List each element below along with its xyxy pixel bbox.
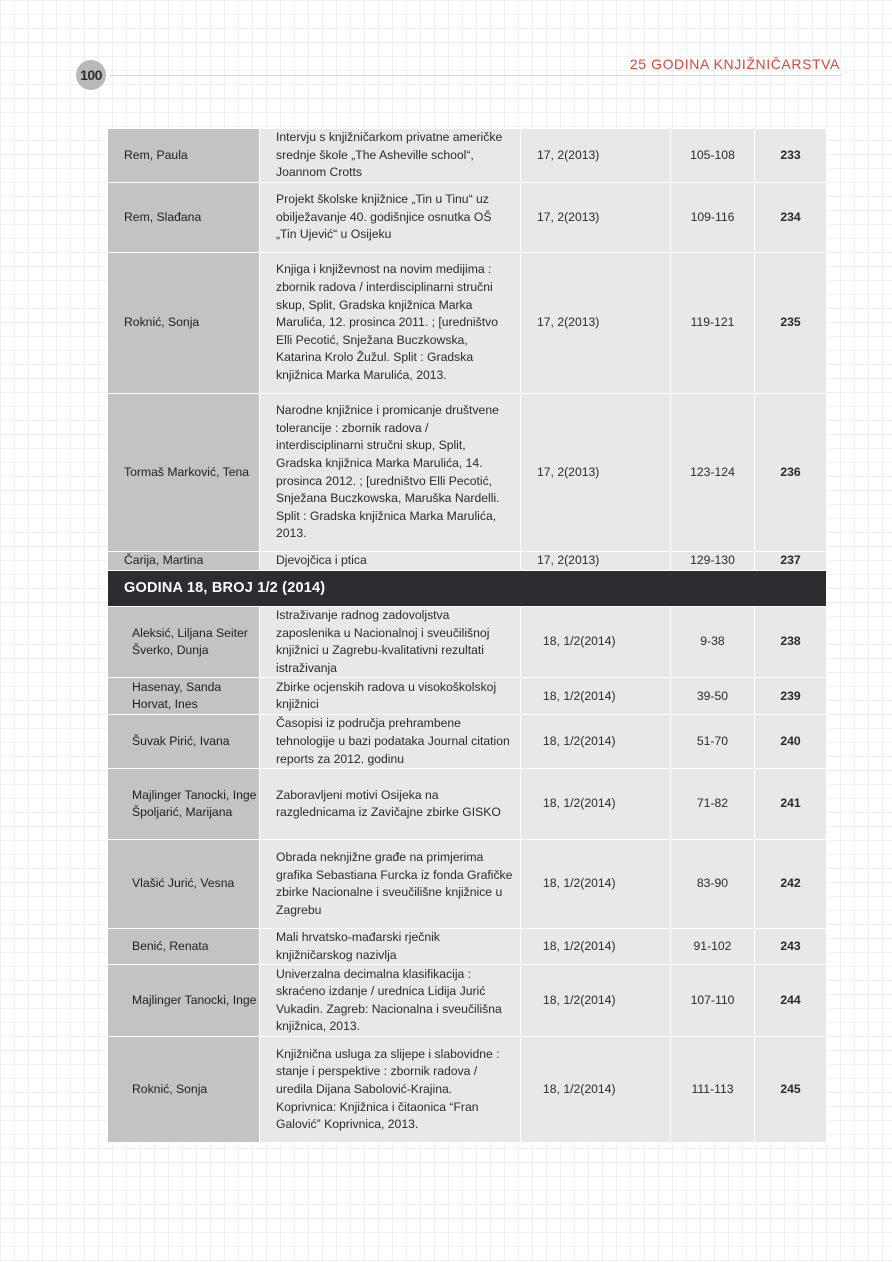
section-heading: GODINA 18, BROJ 1/2 (2014) <box>108 571 827 607</box>
title-cell: Projekt školske knjižnice „Tin u Tinu“ uz obilježavanje 40. godišnjice osnutka OŠ „Tin Ujević“ u Osijeku <box>260 183 521 253</box>
volume-cell: 18, 1/2(2014) <box>521 965 671 1037</box>
title-cell: Časopisi iz područja prehrambene tehnologije u bazi podataka Journal citation reports za 2012. godinu <box>260 715 521 769</box>
volume-cell: 17, 2(2013) <box>521 183 671 253</box>
pages-cell: 111-113 <box>671 1037 755 1143</box>
volume-cell: 18, 1/2(2014) <box>521 840 671 929</box>
volume-cell: 18, 1/2(2014) <box>521 715 671 769</box>
entry-number-cell: 242 <box>755 840 827 929</box>
table-row <box>108 965 827 1037</box>
page-number-badge: 100 <box>76 60 106 90</box>
author-cell: Majlinger Tanocki, Inge <box>108 965 260 1037</box>
pages-cell: 107-110 <box>671 965 755 1037</box>
author-cell: Majlinger Tanocki, Inge Špoljarić, Marijana <box>108 769 260 840</box>
author-cell: Roknić, Sonja <box>108 253 260 394</box>
pages-cell: 83-90 <box>671 840 755 929</box>
table-row <box>108 129 827 183</box>
title-cell: Intervju s knjižničarkom privatne američke srednje škole „The Asheville school“, Joannom Crotts <box>260 129 521 183</box>
volume-cell: 18, 1/2(2014) <box>521 929 671 965</box>
pages-cell: 105-108 <box>671 129 755 183</box>
pages-cell: 109-116 <box>671 183 755 253</box>
author-cell: Šuvak Pirić, Ivana <box>108 715 260 769</box>
table-row <box>108 183 827 253</box>
table-row <box>108 394 827 552</box>
author-cell: Aleksić, Liljana Seiter Šverko, Dunja <box>108 607 260 678</box>
author-cell: Tormaš Marković, Tena <box>108 394 260 552</box>
volume-cell: 17, 2(2013) <box>521 253 671 394</box>
volume-cell: 17, 2(2013) <box>521 129 671 183</box>
pages-cell: 123-124 <box>671 394 755 552</box>
title-cell: Obrada neknjižne građe na primjerima grafika Sebastiana Furcka iz fonda Grafičke zbirke Nacionalne i sveučilišne knjižnice u Zagrebu <box>260 840 521 929</box>
volume-cell: 17, 2(2013) <box>521 394 671 552</box>
table-row <box>108 552 827 571</box>
author-cell: Rem, Paula <box>108 129 260 183</box>
entry-number-cell: 240 <box>755 715 827 769</box>
volume-cell: 18, 1/2(2014) <box>521 1037 671 1143</box>
entry-number-cell: 234 <box>755 183 827 253</box>
table-row <box>108 607 827 678</box>
table-row <box>108 769 827 840</box>
volume-cell: 18, 1/2(2014) <box>521 769 671 840</box>
entry-number-cell: 239 <box>755 678 827 715</box>
entry-number-cell: 233 <box>755 129 827 183</box>
title-cell: Knjiga i književnost na novim medijima : zbornik radova / interdisciplinarni stručni skup, Split, Gradska knjižnica Marka Marulića, 12. prosinca 2011. ; [uredništvo Elli Pecotić, Snježana Buczkowska, Katarina Krolo Žužul. Split : Gradska knjižnica Marka Marulića, 2013. <box>260 253 521 394</box>
author-cell: Benić, Renata <box>108 929 260 965</box>
table-row <box>108 840 827 929</box>
author-cell: Čarija, Martina <box>108 552 260 571</box>
table-row <box>108 929 827 965</box>
pages-cell: 119-121 <box>671 253 755 394</box>
header-divider <box>110 75 842 76</box>
entry-number-cell: 238 <box>755 607 827 678</box>
author-cell: Roknić, Sonja <box>108 1037 260 1143</box>
table-row <box>108 1037 827 1143</box>
pages-cell: 9-38 <box>671 607 755 678</box>
pages-cell: 51-70 <box>671 715 755 769</box>
table-row <box>108 715 827 769</box>
title-cell: Istraživanje radnog zadovoljstva zaposlenika u Nacionalnoj i sveučilišnoj knjižnici u Zagrebu-kvalitativni rezultati istraživanja <box>260 607 521 678</box>
entry-number-cell: 243 <box>755 929 827 965</box>
title-cell: Univerzalna decimalna klasifikacija : skraćeno izdanje / urednica Lidija Jurić Vukadin. Zagreb: Nacionalna i sveučilišna knjižnica, 2013. <box>260 965 521 1037</box>
table-row <box>108 253 827 394</box>
running-title: 25 GODINA KNJIŽNIČARSTVA <box>629 56 840 72</box>
title-cell: Mali hrvatsko-mađarski rječnik knjižničarskog nazivlja <box>260 929 521 965</box>
pages-cell: 91-102 <box>671 929 755 965</box>
volume-cell: 17, 2(2013) <box>521 552 671 571</box>
author-cell: Rem, Slađana <box>108 183 260 253</box>
pages-cell: 71-82 <box>671 769 755 840</box>
pages-cell: 39-50 <box>671 678 755 715</box>
volume-cell: 18, 1/2(2014) <box>521 607 671 678</box>
title-cell: Knjižnična usluga za slijepe i slabovidne : stanje i perspektive : zbornik radova / uredila Dijana Sabolović-Krajina. Koprivnica: Knjižnica i čitaonica “Fran Galović” Koprivnica, 2013. <box>260 1037 521 1143</box>
entry-number-cell: 237 <box>755 552 827 571</box>
title-cell: Narodne knjižnice i promicanje društvene tolerancije : zbornik radova / interdisciplinarni stručni skup, Split, Gradska knjižnica Marka Marulića, 14. prosinca 2012. ; [uredništvo Elli Pecotić, Snježana Buczkowska, Maruška Nardelli. Split : Gradska knjižnica Marka Marulića, 2013. <box>260 394 521 552</box>
entry-number-cell: 244 <box>755 965 827 1037</box>
entry-number-cell: 235 <box>755 253 827 394</box>
section-heading-row <box>108 571 827 607</box>
pages-cell: 129-130 <box>671 552 755 571</box>
author-cell: Vlašić Jurić, Vesna <box>108 840 260 929</box>
table-row <box>108 678 827 715</box>
entry-number-cell: 241 <box>755 769 827 840</box>
title-cell: Zaboravljeni motivi Osijeka na razglednicama iz Zavičajne zbirke GISKO <box>260 769 521 840</box>
volume-cell: 18, 1/2(2014) <box>521 678 671 715</box>
entry-number-cell: 245 <box>755 1037 827 1143</box>
title-cell: Djevojčica i ptica <box>260 552 521 571</box>
title-cell: Zbirke ocjenskih radova u visokoškolskoj knjižnici <box>260 678 521 715</box>
author-cell: Hasenay, Sanda Horvat, Ines <box>108 678 260 715</box>
bibliography-table <box>107 128 827 1143</box>
entry-number-cell: 236 <box>755 394 827 552</box>
